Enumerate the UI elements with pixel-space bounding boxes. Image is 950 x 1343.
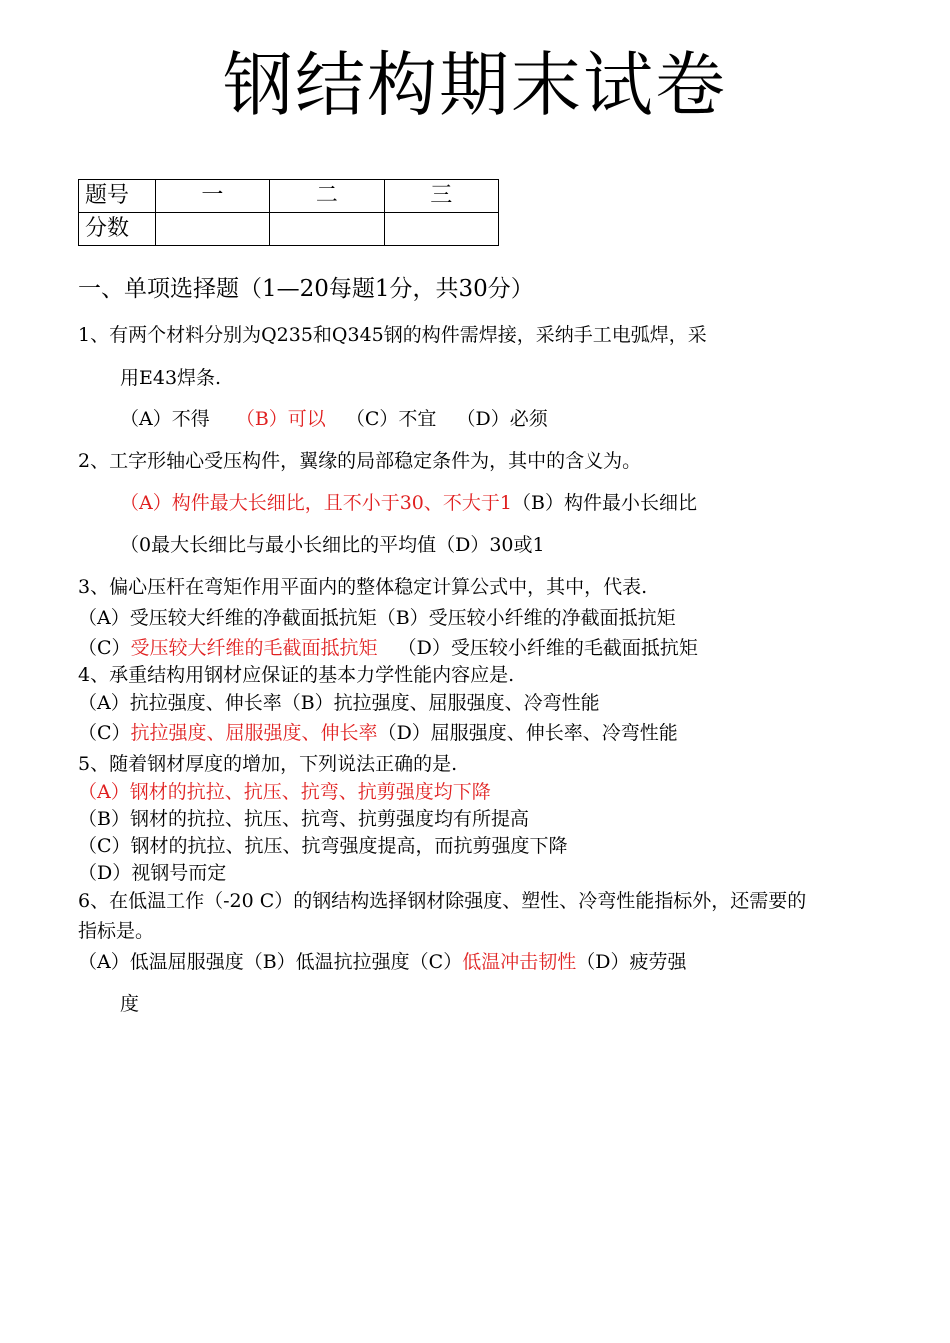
option-d: （D）疲劳强 xyxy=(576,951,687,973)
option-b: （B）钢材的抗拉、抗压、抗弯、抗剪强度均有所提高 xyxy=(78,808,529,830)
option-d: （D）30或1 xyxy=(436,534,545,556)
option-d-cont: 度 xyxy=(120,993,140,1015)
option-a-prefix: （A） xyxy=(78,781,130,803)
table-cell: 三 xyxy=(384,180,498,213)
option-line xyxy=(120,491,697,515)
option-b: （B）构件最小长细比 xyxy=(512,492,697,514)
option-line xyxy=(120,533,545,557)
table-cell xyxy=(155,213,269,246)
score-table xyxy=(78,179,499,246)
option-b-answer: （B）可以 xyxy=(235,408,326,430)
option-line: （A）抗拉强度、伸长率（B）抗拉强度、屈服强度、冷弯性能 xyxy=(78,692,600,714)
table-cell: 二 xyxy=(270,180,384,213)
question-stem: 4、承重结构用钢材应保证的基本力学性能内容应是. xyxy=(78,664,515,686)
option-d: （D）屈服强度、伸长率、冷弯性能 xyxy=(377,722,678,744)
table-row xyxy=(79,180,499,213)
option-d: （D）必须 xyxy=(456,408,548,430)
section-heading: 一、单项选择题（1—20每题1分，共30分） xyxy=(78,276,534,302)
option-c: （C）钢材的抗拉、抗压、抗弯强度提高，而抗剪强度下降 xyxy=(78,835,568,857)
option-c-answer: 低温冲击韧性 xyxy=(462,951,577,973)
question-stem: 6、在低温工作（-20 C）的钢结构选择钢材除强度、塑性、冷弯性能指标外，还需要的 xyxy=(78,890,807,912)
table-cell xyxy=(384,213,498,246)
question-stem-cont: 指标是。 xyxy=(78,920,155,942)
option-line xyxy=(78,636,698,660)
option-c: （0最大长细比与最小长细比的平均值 xyxy=(120,534,437,556)
option-line xyxy=(78,780,491,804)
option-a-answer: 钢材的抗拉、抗压、抗弯、抗剪强度均下降 xyxy=(129,781,491,803)
option-c-answer: 受压较大纤维的毛截面抵抗矩 xyxy=(130,637,378,659)
table-cell xyxy=(270,213,384,246)
table-cell: 分数 xyxy=(79,213,156,246)
option-a-answer: （A）构件最大长细比，且不小于30、不大于1 xyxy=(120,492,512,514)
table-cell: 一 xyxy=(155,180,269,213)
option-c: （C）不宜 xyxy=(345,408,437,430)
option-c-prefix: （C） xyxy=(78,722,131,744)
option-line xyxy=(78,950,686,974)
option-d: （D）视钢号而定 xyxy=(78,862,227,884)
option-ab: （A）低温屈服强度（B）低温抗拉强度（C） xyxy=(78,951,463,973)
question-stem: 2、工字形轴心受压构件，翼缘的局部稳定条件为，其中的含义为。 xyxy=(78,450,642,472)
question-stem: 1、有两个材料分别为Q235和Q345钢的构件需焊接，采纳手工电弧焊，采 xyxy=(78,324,707,346)
question-stem: 3、偏心压杆在弯矩作用平面内的整体稳定计算公式中，其中，代表. xyxy=(78,576,648,598)
question-stem-cont: 用E43焊条. xyxy=(120,367,222,389)
option-c-answer: 抗拉强度、屈服强度、伸长率 xyxy=(130,722,378,744)
page-title: 钢结构期末试卷 xyxy=(223,44,727,126)
table-cell: 题号 xyxy=(79,180,156,213)
option-c-prefix: （C） xyxy=(78,637,131,659)
option-line xyxy=(78,721,678,745)
option-line xyxy=(120,407,548,431)
table-row xyxy=(79,213,499,246)
option-d: （D）受压较小纤维的毛截面抵抗矩 xyxy=(397,637,698,659)
option-line: （A）受压较大纤维的净截面抵抗矩（B）受压较小纤维的净截面抵抗矩 xyxy=(78,607,676,629)
option-a: （A）不得 xyxy=(120,408,210,430)
question-stem: 5、随着钢材厚度的增加，下列说法正确的是. xyxy=(78,753,458,775)
